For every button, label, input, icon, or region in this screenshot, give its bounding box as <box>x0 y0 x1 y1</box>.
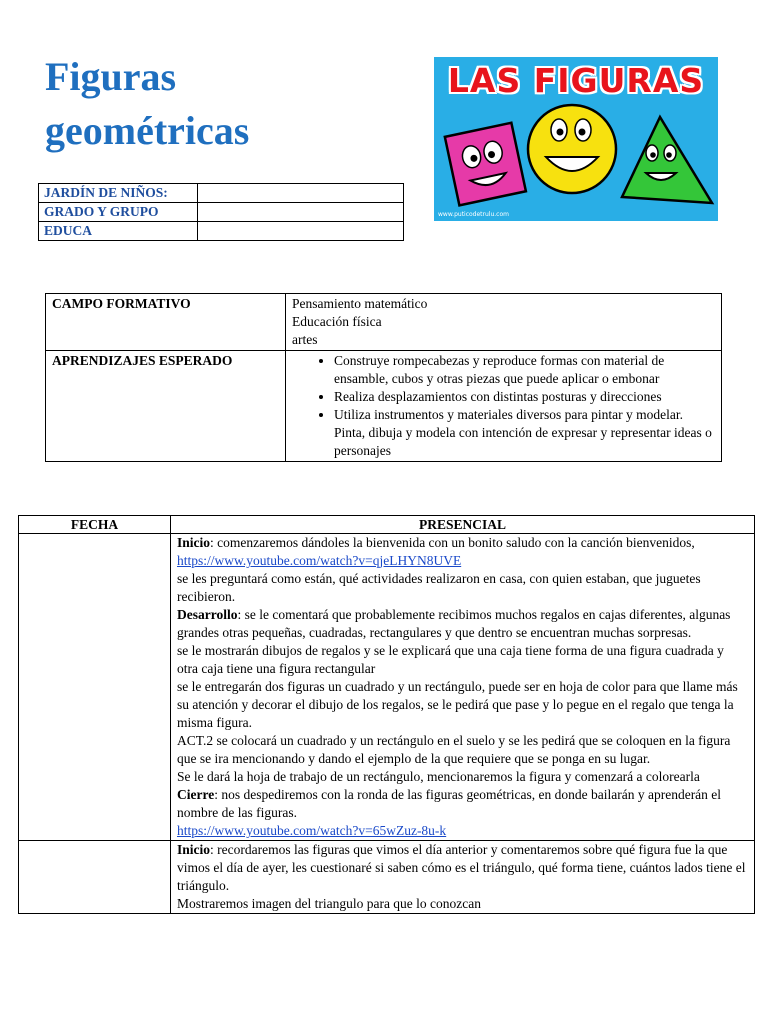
table-row <box>46 294 722 351</box>
inicio-text: : comenzaremos dándoles la bienvenida con un bonito saludo con la canción bienvenidos, <box>210 535 695 550</box>
text-paragraph: se le mostrarán dibujos de regalos y se le explicará que una caja tiene forma de una figura cuadrada y otra caja tiene una figura rectangular <box>177 643 724 676</box>
campo-formativo-table <box>45 293 722 462</box>
plan-table <box>18 515 755 914</box>
cierre-label: Cierre <box>177 787 215 802</box>
campo-formativo-value <box>286 294 722 351</box>
inicio-label: Inicio <box>177 842 211 857</box>
fecha-cell <box>19 841 171 914</box>
logo-url: www.puticodetrulu.com <box>438 211 509 218</box>
text-paragraph: ACT.2 se colocará un cuadrado y un rectángulo en el suelo y se les pedirá que se coloquen en la figura que se ira mencionando y dando el ejemplo de la que requiere que se ponga en su lugar. <box>177 733 731 766</box>
educa-label: EDUCA <box>39 222 198 241</box>
table-row <box>19 841 755 914</box>
inicio-paragraph <box>177 841 748 895</box>
grado-label: GRADO Y GRUPO <box>39 203 198 222</box>
bienvenidos-video-link[interactable]: https://www.youtube.com/watch?v=qjeLHYN8UVE <box>177 553 462 568</box>
campo-formativo-label: CAMPO FORMATIVO <box>46 294 286 351</box>
list-item: • Construye rompecabezas y reproduce formas con material de ensamble, cubos y otras piezas que puede aplicar o embonar <box>334 352 715 388</box>
info-table <box>38 183 404 241</box>
desarrollo-text: : se le comentará que probablemente recibimos muchos regalos en cajas diferentes, algunas grandes otras pequeñas, cuadradas, rectangulares y que dentro se encuentran muchas sorpresas. <box>177 607 731 640</box>
text-paragraph: se les preguntará como están, qué actividades realizaron en casa, con quien estaban, que juguetes recibieron. <box>177 571 701 604</box>
title-line-2: geométricas <box>45 108 250 153</box>
link-paragraph <box>177 822 748 840</box>
table-row <box>39 203 404 222</box>
presencial-cell <box>171 534 755 841</box>
campo-line: artes <box>292 332 318 347</box>
presencial-header: PRESENCIAL <box>171 516 755 534</box>
text-paragraph: Mostraremos imagen del triangulo para que lo conozcan <box>177 896 482 911</box>
page-title <box>45 50 425 158</box>
list-item: • Utiliza instrumentos y materiales diversos para pintar y modelar. Pinta, dibuja y modela con intención de expresar y representar ideas o personajes <box>334 406 715 460</box>
campo-line: Pensamiento matemático <box>292 296 428 311</box>
inicio-paragraph <box>177 534 748 570</box>
aprendizajes-list <box>292 352 715 460</box>
las-figuras-logo <box>434 57 718 221</box>
fecha-cell <box>19 534 171 841</box>
title-line-1: Figuras <box>45 54 177 99</box>
cierre-text: : nos despediremos con la ronda de las figuras geométricas, en donde bailarán y aprenderán el nombre de las figuras. <box>177 787 722 820</box>
aprendizajes-value <box>286 351 722 462</box>
grado-value <box>198 203 404 222</box>
campo-line: Educación física <box>292 314 382 329</box>
fecha-header: FECHA <box>19 516 171 534</box>
logo-text: LAS FIGURAS <box>447 61 705 100</box>
presencial-cell <box>171 841 755 914</box>
figuras-video-link[interactable]: https://www.youtube.com/watch?v=65wZuz-8u-k <box>177 823 447 838</box>
jardin-value <box>198 184 404 203</box>
inicio-text: : recordaremos las figuras que vimos el día anterior y comentaremos sobre qué figura fue la que vimos el día de ayer, les cuestionaré si saben cómo es el triángulo, qué forma tiene, cuántos lados tiene el triángulo. <box>177 842 746 893</box>
desarrollo-label: Desarrollo <box>177 607 238 622</box>
cierre-paragraph <box>177 786 748 822</box>
text-paragraph: Se le dará la hoja de trabajo de un rectángulo, mencionaremos la figura y comenzará a colorearla <box>177 769 700 784</box>
jardin-label: JARDÍN DE NIÑOS: <box>39 184 198 203</box>
inicio-label: Inicio <box>177 535 211 550</box>
table-row <box>39 184 404 203</box>
table-row <box>39 222 404 241</box>
table-header-row <box>19 516 755 534</box>
educa-value <box>198 222 404 241</box>
text-paragraph: se le entregarán dos figuras un cuadrado y un rectángulo, puede ser en hoja de color para que llame más su atención y decorar el dibujo de los regalos, se le pedirá que pase y lo pegue en el regalo que tenga la misma figura. <box>177 679 738 730</box>
list-item: • Realiza desplazamientos con distintas posturas y direcciones <box>334 388 715 406</box>
desarrollo-paragraph <box>177 606 748 642</box>
aprendizajes-label: APRENDIZAJES ESPERADO <box>46 351 286 462</box>
table-row <box>19 534 755 841</box>
table-row <box>46 351 722 462</box>
